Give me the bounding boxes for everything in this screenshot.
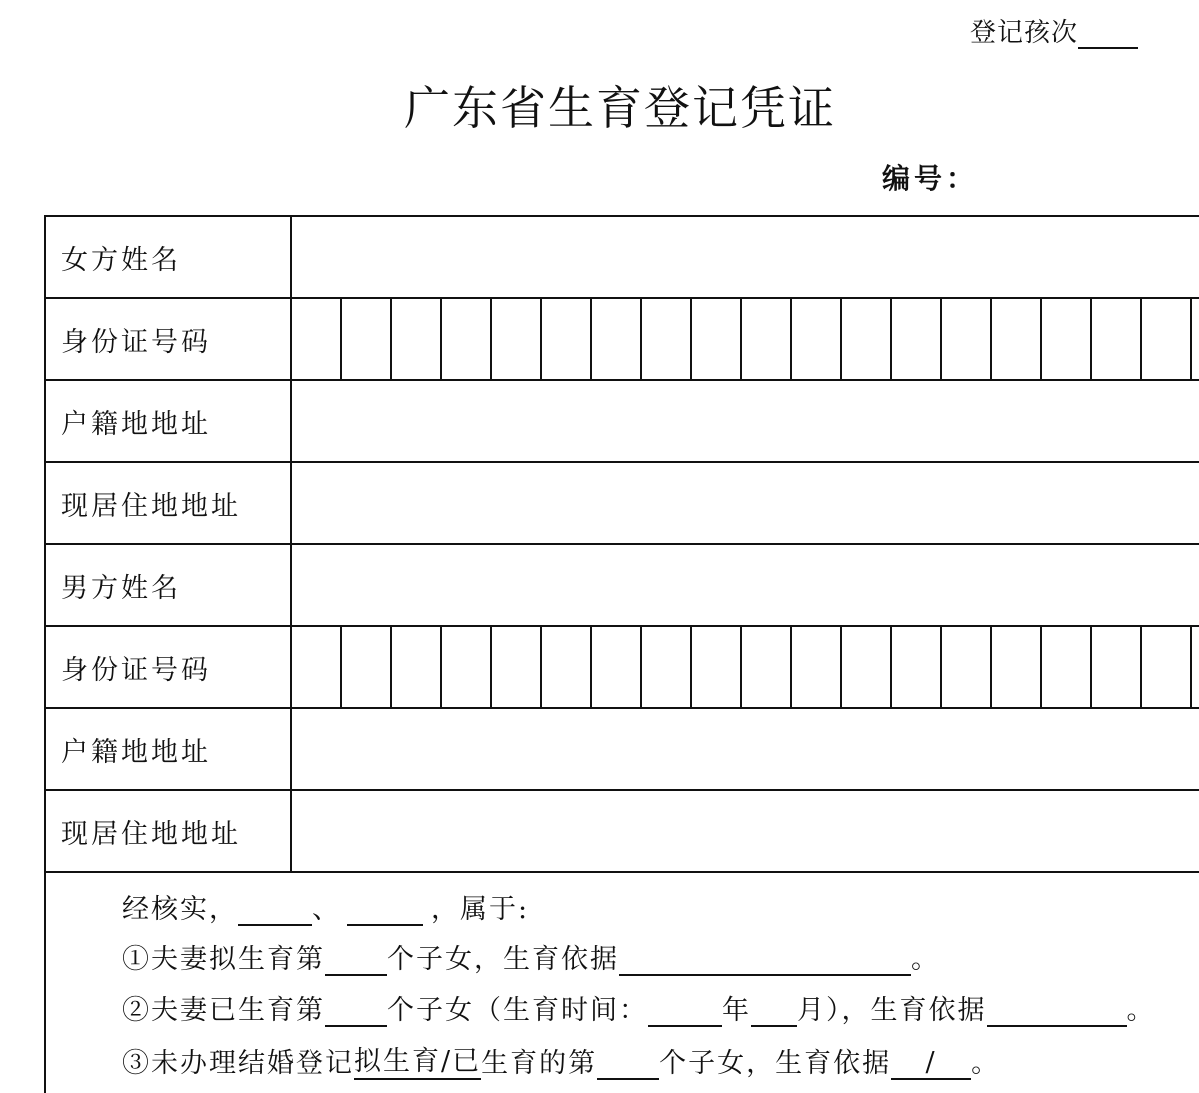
id-digit-box[interactable] [392, 299, 442, 379]
form-row-female-id [46, 299, 1199, 381]
name-blank-2[interactable] [347, 896, 423, 926]
note-text: ，属于: [431, 894, 530, 925]
note-text: 月），生育依据 [797, 995, 987, 1026]
male-id-boxes [292, 627, 1199, 707]
id-digit-box[interactable] [292, 627, 342, 707]
form-row-female-name [46, 217, 1199, 299]
male-household-address-cell[interactable] [292, 709, 1199, 789]
basis-blank-slash[interactable]: / [891, 1047, 971, 1080]
note-text: 。 [1126, 995, 1156, 1026]
serial-number-label: 编号： [882, 162, 979, 195]
child-number-blank[interactable] [325, 997, 387, 1027]
note-text: 个子女（生育时间： [387, 995, 648, 1026]
id-digit-box[interactable] [442, 627, 492, 707]
id-digit-box[interactable] [942, 627, 992, 707]
id-digit-box[interactable] [792, 627, 842, 707]
name-blank-1[interactable] [238, 896, 312, 926]
verification-notes [46, 873, 1199, 1093]
id-digit-box[interactable] [1142, 299, 1192, 379]
id-digit-box[interactable] [342, 627, 392, 707]
id-digit-box[interactable] [592, 299, 642, 379]
row-label: 户籍地地址 [46, 381, 292, 461]
form-row-male-household-address [46, 709, 1199, 791]
basis-blank[interactable] [987, 997, 1127, 1027]
id-digit-box[interactable] [692, 299, 742, 379]
id-digit-box[interactable] [742, 299, 792, 379]
id-digit-box[interactable] [642, 627, 692, 707]
id-digit-box[interactable] [442, 299, 492, 379]
note-text: 生育的第 [481, 1048, 598, 1079]
note-text: 、 [312, 894, 341, 925]
form-row-female-residence-address [46, 463, 1199, 545]
id-digit-box[interactable] [592, 627, 642, 707]
id-digit-box[interactable] [642, 299, 692, 379]
id-digit-box[interactable] [492, 627, 542, 707]
id-digit-box[interactable] [1092, 627, 1142, 707]
id-digit-box[interactable] [1142, 627, 1192, 707]
id-digit-box[interactable] [892, 299, 942, 379]
row-label: 现居住地地址 [46, 791, 292, 871]
note-line-option-2 [122, 988, 1156, 1027]
id-digit-box[interactable] [292, 299, 342, 379]
female-name-input-cell[interactable] [292, 217, 1199, 297]
note-text: ①夫妻拟生育第 [122, 944, 325, 975]
row-label: 户籍地地址 [46, 709, 292, 789]
form-row-male-name [46, 545, 1199, 627]
id-digit-box[interactable] [1042, 299, 1092, 379]
male-name-input-cell[interactable] [292, 545, 1199, 625]
form-row-female-household-address [46, 381, 1199, 463]
female-residence-address-cell[interactable] [292, 463, 1199, 543]
id-digit-box[interactable] [742, 627, 792, 707]
note-text: 个子女，生育依据 [387, 944, 619, 975]
basis-blank[interactable] [619, 946, 911, 976]
id-digit-box[interactable] [542, 627, 592, 707]
row-label: 身份证号码 [46, 627, 292, 707]
registration-form-table [44, 215, 1199, 1093]
document-title: 广东省生育登记凭证 [404, 81, 836, 135]
id-digit-box[interactable] [1042, 627, 1092, 707]
id-digit-box[interactable] [342, 299, 392, 379]
child-number-blank[interactable] [325, 946, 387, 976]
row-label: 男方姓名 [46, 545, 292, 625]
row-label: 女方姓名 [46, 217, 292, 297]
child-number-blank[interactable] [597, 1050, 659, 1080]
female-household-address-cell[interactable] [292, 381, 1199, 461]
id-digit-box[interactable] [842, 627, 892, 707]
note-text: 年 [722, 995, 751, 1026]
note-line-option-1 [122, 937, 940, 976]
note-text: 。 [971, 1048, 1001, 1079]
child-order-field [970, 12, 1138, 49]
id-digit-box[interactable] [942, 299, 992, 379]
note-text: 。 [911, 944, 940, 975]
male-residence-address-cell[interactable] [292, 791, 1199, 871]
form-row-male-residence-address [46, 791, 1199, 873]
id-digit-box[interactable] [542, 299, 592, 379]
note-line-option-3 [122, 1039, 1000, 1080]
birth-month-blank[interactable] [751, 997, 797, 1027]
id-digit-box[interactable] [1092, 299, 1142, 379]
note-text: 经核实， [122, 894, 238, 925]
id-digit-box[interactable] [842, 299, 892, 379]
form-row-male-id [46, 627, 1199, 709]
id-digit-box[interactable] [992, 627, 1042, 707]
note-text: ③未办理结婚登记 [122, 1048, 354, 1079]
note-line-verification [122, 887, 529, 926]
id-digit-box[interactable] [892, 627, 942, 707]
child-order-blank[interactable] [1078, 20, 1138, 49]
female-id-boxes [292, 299, 1199, 379]
id-digit-box[interactable] [992, 299, 1042, 379]
row-label: 身份证号码 [46, 299, 292, 379]
id-digit-box[interactable] [392, 627, 442, 707]
birth-year-blank[interactable] [648, 997, 722, 1027]
note-text: 个子女，生育依据 [659, 1048, 892, 1079]
child-order-label: 登记孩次 [970, 18, 1079, 48]
id-digit-box[interactable] [492, 299, 542, 379]
note-underlined-text: 拟生育/已 [354, 1039, 481, 1080]
note-text: ②夫妻已生育第 [122, 995, 325, 1026]
id-digit-box[interactable] [692, 627, 742, 707]
id-digit-box[interactable] [792, 299, 842, 379]
row-label: 现居住地地址 [46, 463, 292, 543]
